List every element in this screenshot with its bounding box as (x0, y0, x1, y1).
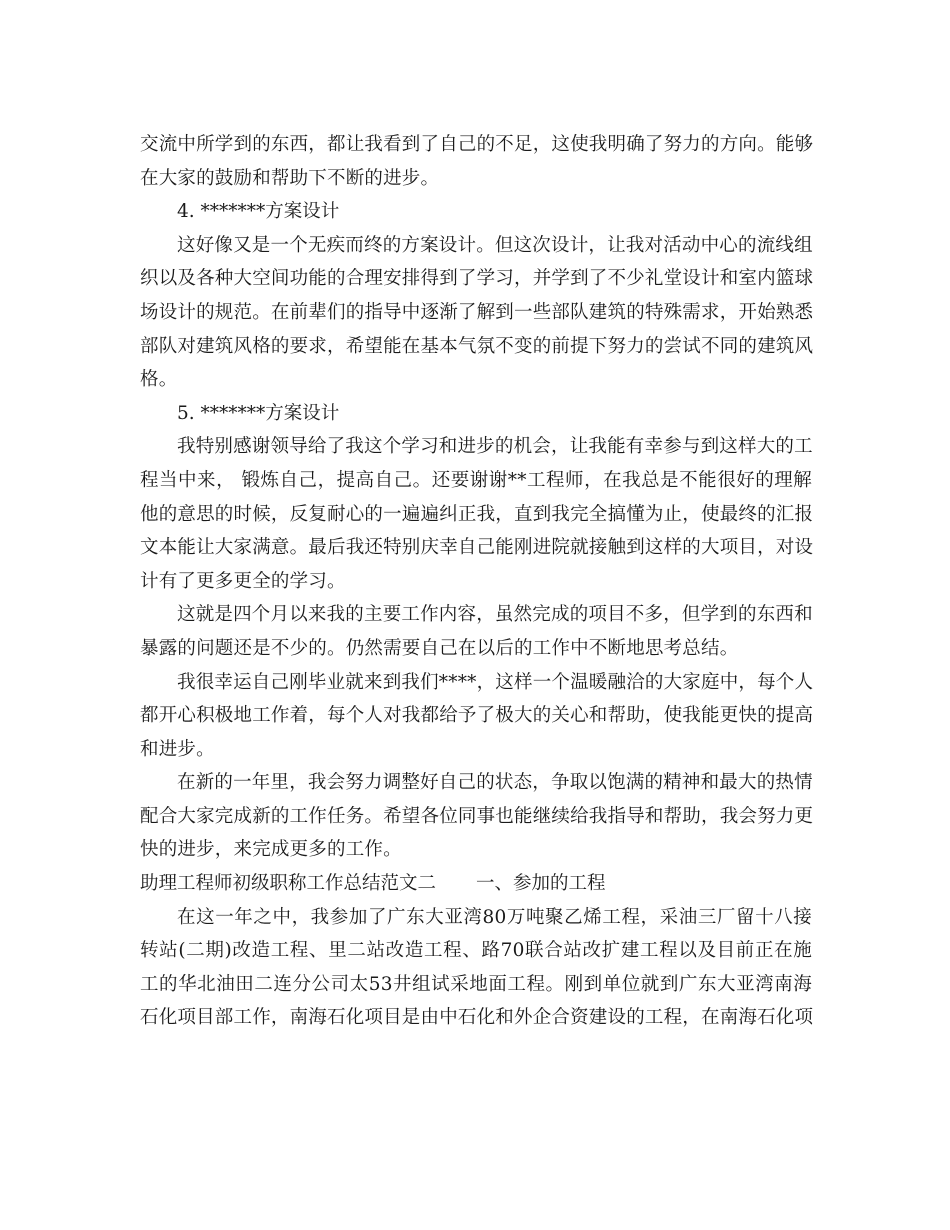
paragraph-line: 这好像又是一个无疾而终的方案设计。但这次设计，让我对活动中心的流线组 (177, 234, 813, 256)
paragraph-line: 配合大家完成新的工作任务。希望各位同事也能继续给我指导和帮助，我会努力更 (140, 805, 814, 827)
paragraph-line: 转站(二期)改造工程、里二站改造工程、路70联合站改扩建工程以及目前正在施 (140, 940, 812, 962)
section-heading: 一、参加的工程 (476, 873, 606, 895)
paragraph-line: 他的意思的时候，反复耐心的一遍遍纠正我，直到我完全搞懂为止，使最终的汇报 (140, 503, 814, 525)
paragraph-line: 在大家的鼓励和帮助下不断的进步。 (140, 167, 440, 189)
document-title: 助理工程师初级职称工作总结范文二 (140, 873, 437, 895)
paragraph-line: 格。 (140, 369, 178, 391)
paragraph-line: 在这一年之中，我参加了广东大亚湾80万吨聚乙烯工程，采油三厂留十八接 (177, 906, 812, 928)
document-title-line (140, 867, 812, 901)
paragraph-line: 我很幸运自己刚毕业就来到我们****，这样一个温暖融洽的大家庭中，每个人 (177, 671, 814, 693)
paragraph-line: 快的进步，来完成更多的工作。 (140, 839, 402, 861)
paragraph-line: 我特别感谢领导给了我这个学习和进步的机会，让我能有幸参与到这样大的工 (177, 436, 813, 458)
paragraph-line: 计有了更多更全的学习。 (140, 570, 346, 592)
paragraph-line: 文本能让大家满意。最后我还特别庆幸自己能刚进院就接触到这样的大项目，对设 (140, 537, 814, 559)
paragraph-line: 场设计的规范。在前辈们的指导中逐渐了解到一些部队建筑的特殊需求，开始熟悉 (140, 301, 814, 323)
section-heading: 4. *******方案设计 (177, 201, 340, 223)
paragraph-line: 石化项目部工作，南海石化项目是由中石化和外企合资建设的工程，在南海石化项 (140, 1007, 814, 1029)
paragraph-line: 暴露的问题还是不少的。仍然需要自己在以后的工作中不断地思考总结。 (140, 637, 739, 659)
paragraph-line: 这就是四个月以来我的主要工作内容，虽然完成的项目不多，但学到的东西和 (177, 604, 813, 626)
document-body (140, 128, 812, 1035)
paragraph-line: 织以及各种大空间功能的合理安排得到了学习，并学到了不少礼堂设计和室内篮球 (140, 268, 814, 290)
section-heading: 5. *******方案设计 (177, 402, 340, 424)
paragraph-line: 都开心积极地工作着，每个人对我都给予了极大的关心和帮助，使我能更快的提高 (140, 705, 814, 727)
paragraph-line: 部队对建筑风格的要求，希望能在基本气氛不变的前提下努力的尝试不同的建筑风 (140, 335, 814, 357)
paragraph-line: 程当中来， 锻炼自己，提高自己。还要谢谢**工程师，在我总是不能很好的理解 (140, 469, 812, 491)
paragraph-line: 在新的一年里，我会努力调整好自己的状态，争取以饱满的精神和最大的热情 (177, 772, 813, 794)
paragraph-line: 和进步。 (140, 738, 215, 760)
paragraph-line: 交流中所学到的东西，都让我看到了自己的不足，这使我明确了努力的方向。能够 (140, 134, 814, 155)
paragraph-line: 工的华北油田二连分公司太53井组试采地面工程。刚到单位就到广东大亚湾南海 (140, 973, 812, 995)
